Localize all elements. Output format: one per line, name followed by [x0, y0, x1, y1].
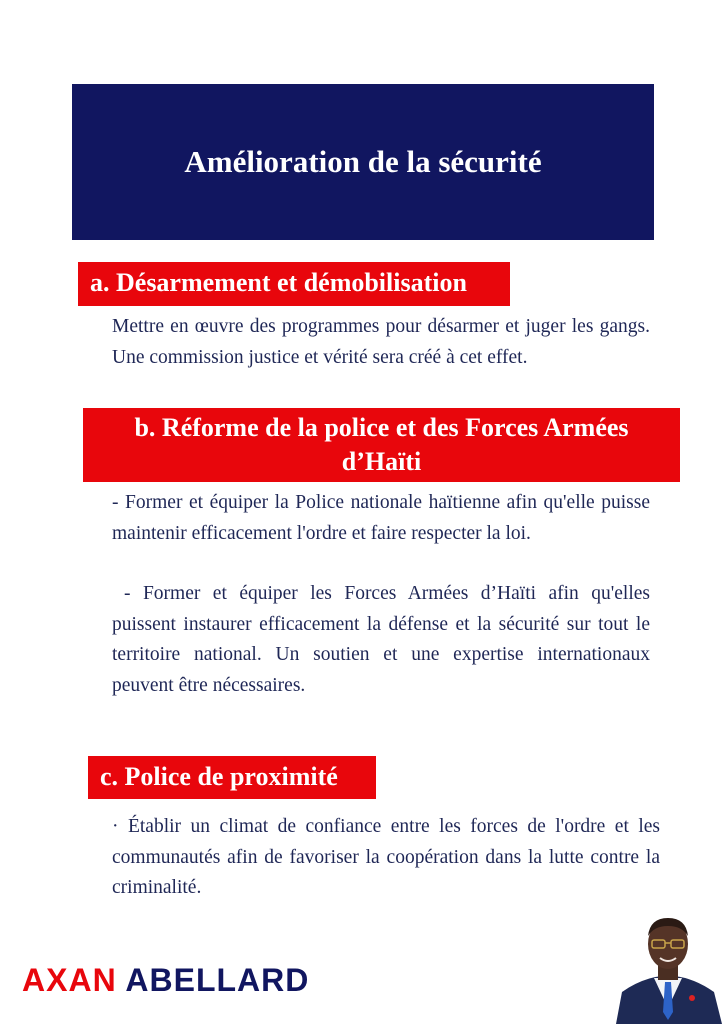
- page-title: Amélioration de la sécurité: [184, 144, 542, 179]
- section-a-heading: a. Désarmement et démobilisation: [78, 262, 510, 306]
- first-name: AXAN: [22, 962, 117, 998]
- title-banner: [72, 84, 654, 240]
- last-name: ABELLARD: [125, 962, 310, 998]
- section-b-text-2: - Former et équiper les Forces Armées d’Haïti afin qu'elles puissent instaurer efficacement la défense et la sécurité sur tout le territoire national. Un soutien et une expertise internationaux peuvent être nécessaires.: [112, 583, 650, 696]
- section-a-text: Mettre en œuvre des programmes pour désarmer et juger les gangs. Une commission justice et vérité sera créé à cet effet.: [112, 316, 650, 368]
- section-b-heading: b. Réforme de la police et des Forces Armées d’Haïti: [83, 408, 680, 482]
- section-b-text-1: - Former et équiper la Police nationale haïtienne afin qu'elle puisse maintenir efficacement l'ordre et faire respecter la loi.: [112, 492, 650, 544]
- candidate-name: [22, 962, 309, 999]
- section-c-text: · Établir un climat de confiance entre les forces de l'ordre et les communautés afin de favoriser la coopération dans la lutte contre la criminalité.: [112, 816, 660, 898]
- section-c-heading: c. Police de proximité: [88, 756, 376, 799]
- candidate-portrait: [612, 908, 724, 1024]
